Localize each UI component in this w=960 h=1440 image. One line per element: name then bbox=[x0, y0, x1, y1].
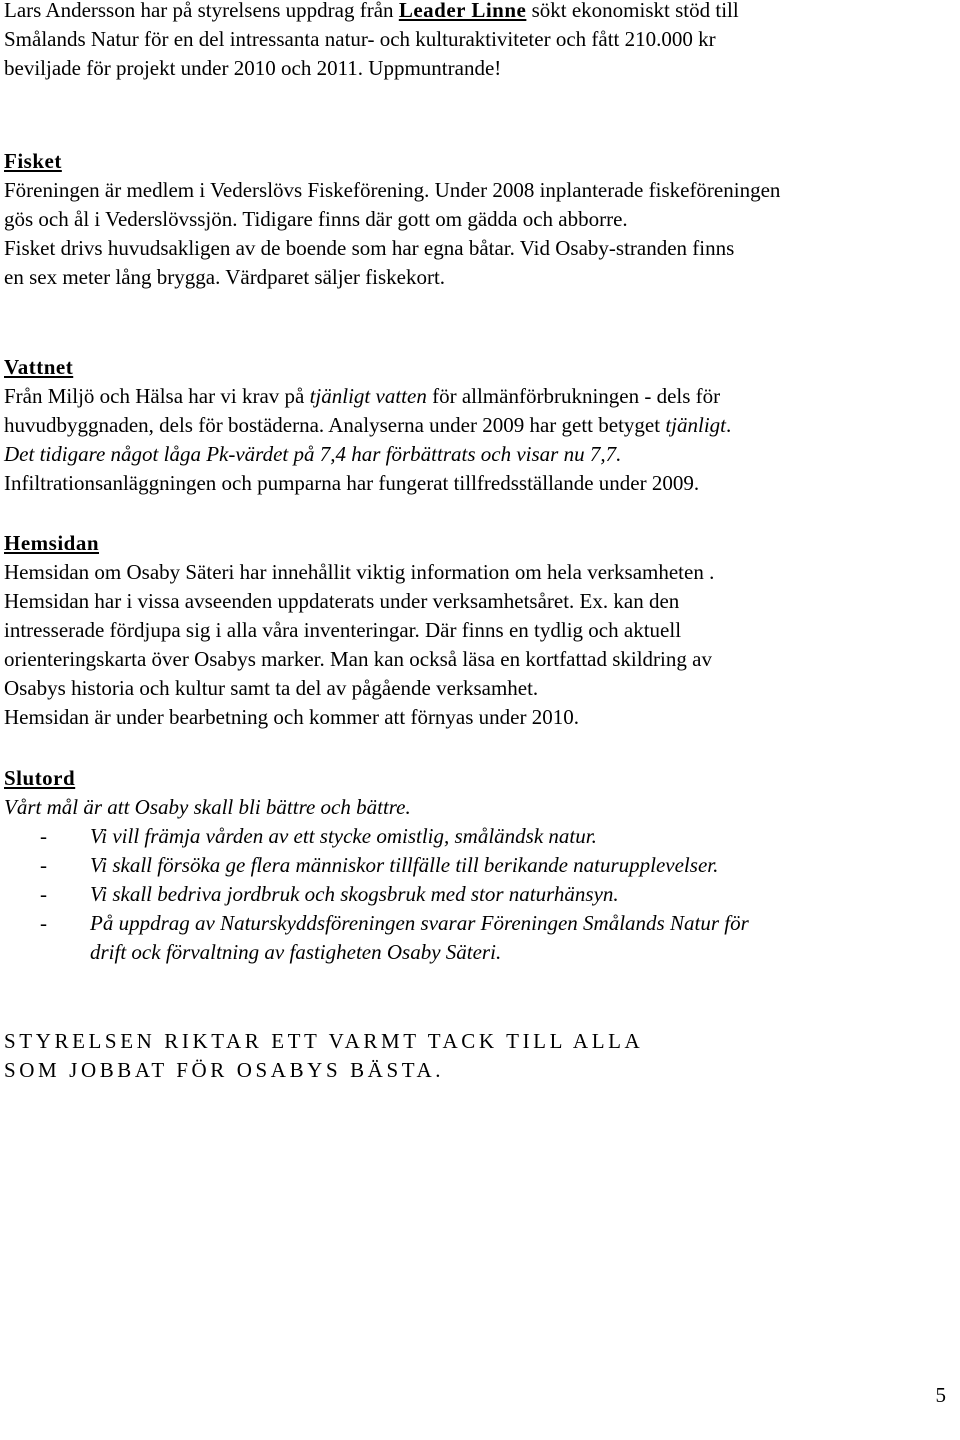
slutord-intro: Vårt mål är att Osaby skall bli bättre och bättre. bbox=[4, 795, 411, 819]
hemsidan-line: intresserade fördjupa sig i alla våra inventeringar. Där finns en tydlig och aktuell bbox=[4, 618, 682, 642]
section-heading-hemsidan: Hemsidan bbox=[4, 531, 100, 555]
hemsidan-line: Hemsidan har i vissa avseenden uppdaterats under verksamhetsåret. Ex. kan den bbox=[4, 589, 680, 613]
bullet-dash: - bbox=[40, 853, 47, 877]
vattnet-text: Från Miljö och Hälsa har vi krav på bbox=[4, 384, 310, 408]
slutord-bullet: Vi skall försöka ge flera människor tillfälle till berikande naturupplevelser. bbox=[90, 853, 719, 877]
hemsidan-line: orienteringskarta över Osabys marker. Man kan också läsa en kortfattad skildring av bbox=[4, 647, 712, 671]
page-number: 5 bbox=[935, 1383, 946, 1407]
bullet-dash: - bbox=[40, 824, 47, 848]
slutord-bullet-continuation: drift ock förvaltning av fastigheten Osaby Säteri. bbox=[90, 940, 502, 964]
hemsidan-line: Hemsidan om Osaby Säteri har innehållit viktig information om hela verksamheten . bbox=[4, 560, 715, 584]
vattnet-text: för allmänförbrukningen - dels för bbox=[426, 384, 721, 408]
intro-line-2: Smålands Natur för en del intressanta natur- och kulturaktiviteter och fått 210.000 kr bbox=[4, 27, 716, 51]
bullet-dash: - bbox=[40, 882, 47, 906]
intro-line-3: beviljade för projekt under 2010 och 2011. Uppmuntrande! bbox=[4, 56, 502, 80]
closing-line-2: SOM JOBBAT FÖR OSABYS BÄSTA. bbox=[4, 1058, 445, 1082]
fisket-line: Föreningen är medlem i Vederslövs Fiskeförening. Under 2008 inplanterade fiskeföreningen bbox=[4, 178, 781, 202]
vattnet-line-1 bbox=[4, 382, 720, 411]
fisket-line: gös och ål i Vederslövssjön. Tidigare finns där gott om gädda och abborre. bbox=[4, 207, 628, 231]
vattnet-line-4: Infiltrationsanläggningen och pumparna har fungerat tillfredsställande under 2009. bbox=[4, 471, 700, 495]
slutord-bullet: Vi vill främja vården av ett stycke omistlig, småländsk natur. bbox=[90, 824, 597, 848]
closing-line-1: STYRELSEN RIKTAR ETT VARMT TACK TILL ALLA bbox=[4, 1029, 644, 1053]
slutord-bullet: Vi skall bedriva jordbruk och skogsbruk med stor naturhänsyn. bbox=[90, 882, 619, 906]
bullet-dash: - bbox=[40, 911, 47, 935]
slutord-bullet: På uppdrag av Naturskyddsföreningen svarar Föreningen Smålands Natur för bbox=[90, 911, 749, 935]
section-heading-slutord: Slutord bbox=[4, 766, 76, 790]
fisket-line: en sex meter lång brygga. Värdparet säljer fiskekort. bbox=[4, 265, 446, 289]
vattnet-text: . bbox=[726, 413, 732, 437]
vattnet-italic-text: tjänligt vatten bbox=[309, 384, 427, 408]
intro-line-1 bbox=[4, 0, 739, 25]
vattnet-line-3: Det tidigare något låga Pk-värdet på 7,4 har förbättrats och visar nu 7,7. bbox=[4, 442, 622, 466]
fisket-line: Fisket drivs huvudsakligen av de boende som har egna båtar. Vid Osaby-stranden finns bbox=[4, 236, 735, 260]
vattnet-italic-text: tjänligt bbox=[665, 413, 727, 437]
hemsidan-line: Hemsidan är under bearbetning och kommer att förnyas under 2010. bbox=[4, 705, 579, 729]
intro-text: sökt ekonomiskt stöd till bbox=[526, 0, 739, 22]
section-heading-vattnet: Vattnet bbox=[4, 355, 74, 379]
vattnet-text: huvudbyggnaden, dels för bostäderna. bbox=[4, 413, 325, 437]
hemsidan-line: Osabys historia och kultur samt ta del av pågående verksamhet. bbox=[4, 676, 539, 700]
intro-text: Lars Andersson har på styrelsens uppdrag från bbox=[4, 0, 399, 22]
section-heading-fisket: Fisket bbox=[4, 149, 62, 173]
leader-linne-label: Leader Linne bbox=[398, 0, 527, 22]
document-page bbox=[4, 0, 954, 1440]
vattnet-line-2 bbox=[4, 411, 731, 440]
vattnet-text: Analyserna under 2009 har gett betyget bbox=[328, 413, 666, 437]
